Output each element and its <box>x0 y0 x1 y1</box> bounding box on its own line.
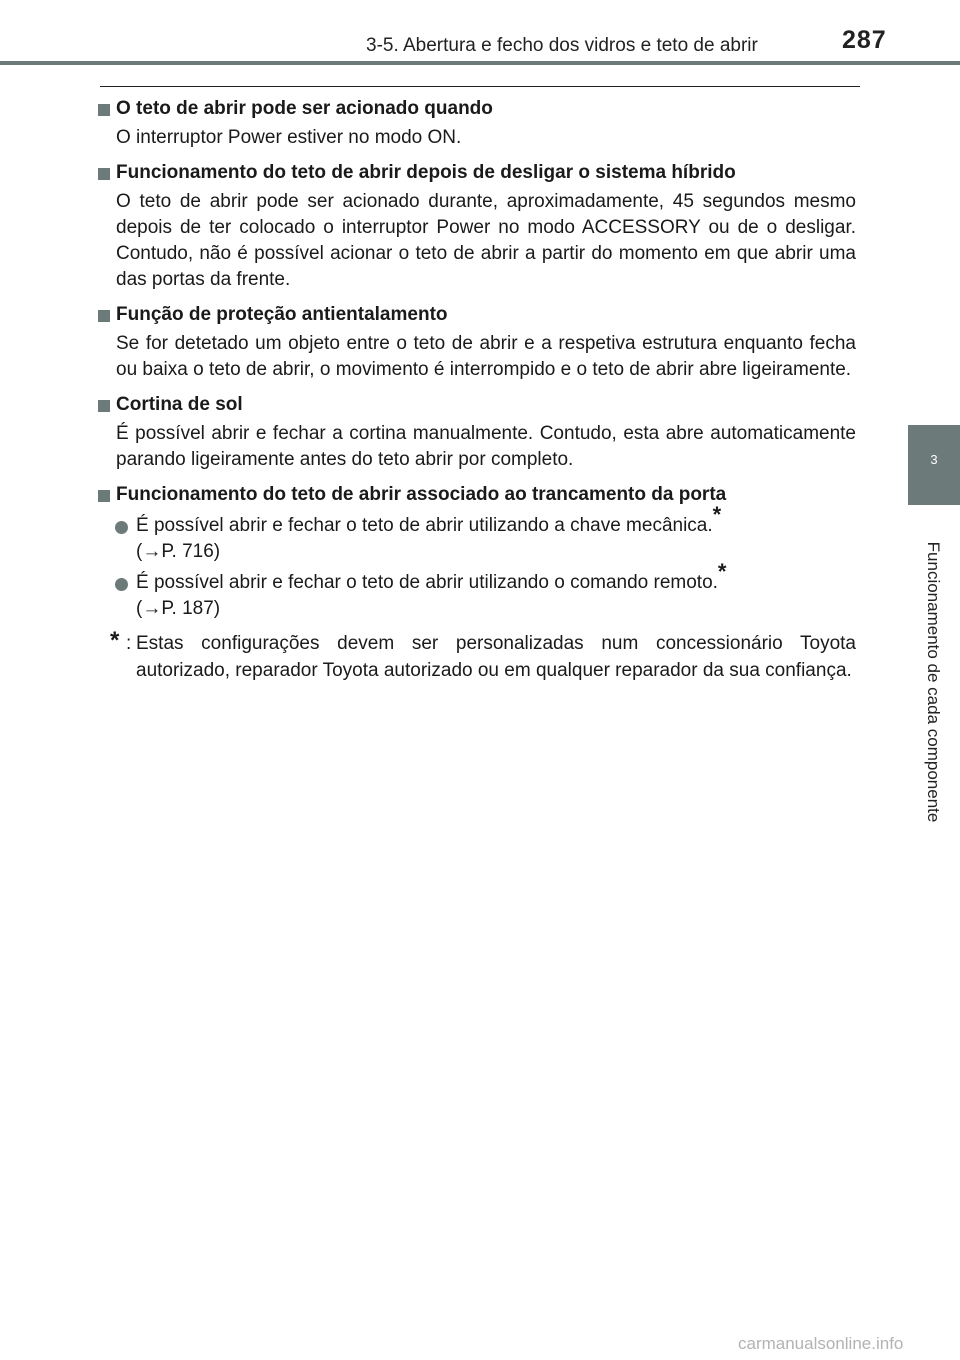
footnote-mark: * <box>717 559 727 584</box>
chapter-tab <box>908 425 960 505</box>
square-bullet-icon <box>98 168 110 180</box>
footnote-mark: * <box>712 502 722 527</box>
section-text: Se for detetado um objeto entre o teto de abrir e a respetiva estrutura enquanto fecha ou baixa o teto de abrir, o movimento é interrompido e o teto de abrir abre ligeiramente. <box>116 333 856 380</box>
section-text: O teto de abrir pode ser acionado durante, aproximadamente, 45 segundos mesmo depois de ter colocado o interruptor Power no modo ACCESSORY ou de o desligar. Contudo, não é possível acionar o teto de abrir a partir do momento em que abrir uma das portas da frente. <box>116 191 856 290</box>
footnote-text: Estas configurações devem ser personalizadas num concessionário Toyota autorizado, reparador Toyota autorizado ou em qualquer reparador da sua confiança. <box>136 633 856 681</box>
square-bullet-icon <box>98 104 110 116</box>
footnote-mark: * <box>110 627 120 654</box>
section-ready-condition <box>98 96 856 151</box>
square-bullet-icon <box>98 490 110 502</box>
section-sunshade <box>98 392 856 473</box>
circle-bullet-icon <box>115 578 128 591</box>
section-jam-protection <box>98 302 856 383</box>
square-bullet-icon <box>98 310 110 322</box>
section-title: 3-5. Abertura e fecho dos vidros e teto de abrir <box>366 35 758 56</box>
page-content <box>98 96 856 693</box>
list-item: É possível abrir e fechar o teto de abrir utilizando a chave mecânica.* (→P. 716) <box>98 513 856 565</box>
section-heading: Função de proteção antientalamento <box>98 302 856 328</box>
section-text: O interruptor Power estiver no modo ON. <box>116 127 462 148</box>
watermark: carmanualsonline.info <box>738 1334 904 1353</box>
section-door-lock-operation <box>98 482 856 684</box>
section-heading: Funcionamento do teto de abrir depois de desligar o sistema híbrido <box>98 160 856 186</box>
section-after-shutdown <box>98 160 856 293</box>
section-heading: Cortina de sol <box>98 392 856 418</box>
circle-bullet-icon <box>115 521 128 534</box>
section-heading: O teto de abrir pode ser acionado quando <box>98 96 856 122</box>
chapter-label: Funcionamento de cada componente <box>924 541 943 823</box>
square-bullet-icon <box>98 400 110 412</box>
section-heading: Funcionamento do teto de abrir associado ao trancamento da porta <box>98 482 856 508</box>
content-divider <box>100 86 860 87</box>
footnote: * : Estas configurações devem ser personalizadas num concessionário Toyota autorizado, reparador Toyota autorizado ou em qualquer reparador da sua confiança. <box>110 627 856 681</box>
page-reference-link[interactable]: (→P. 716) <box>136 541 221 562</box>
page-reference-link[interactable]: (→P. 187) <box>136 598 221 619</box>
section-text: É possível abrir e fechar a cortina manualmente. Contudo, esta abre automaticamente parando ligeiramente antes do teto abrir por completo. <box>116 423 856 470</box>
header-rule <box>0 61 960 65</box>
list-item: É possível abrir e fechar o teto de abrir utilizando o comando remoto.* (→P. 187) <box>98 570 856 622</box>
page-number: 287 <box>842 26 887 54</box>
chapter-number: 3 <box>930 452 938 467</box>
